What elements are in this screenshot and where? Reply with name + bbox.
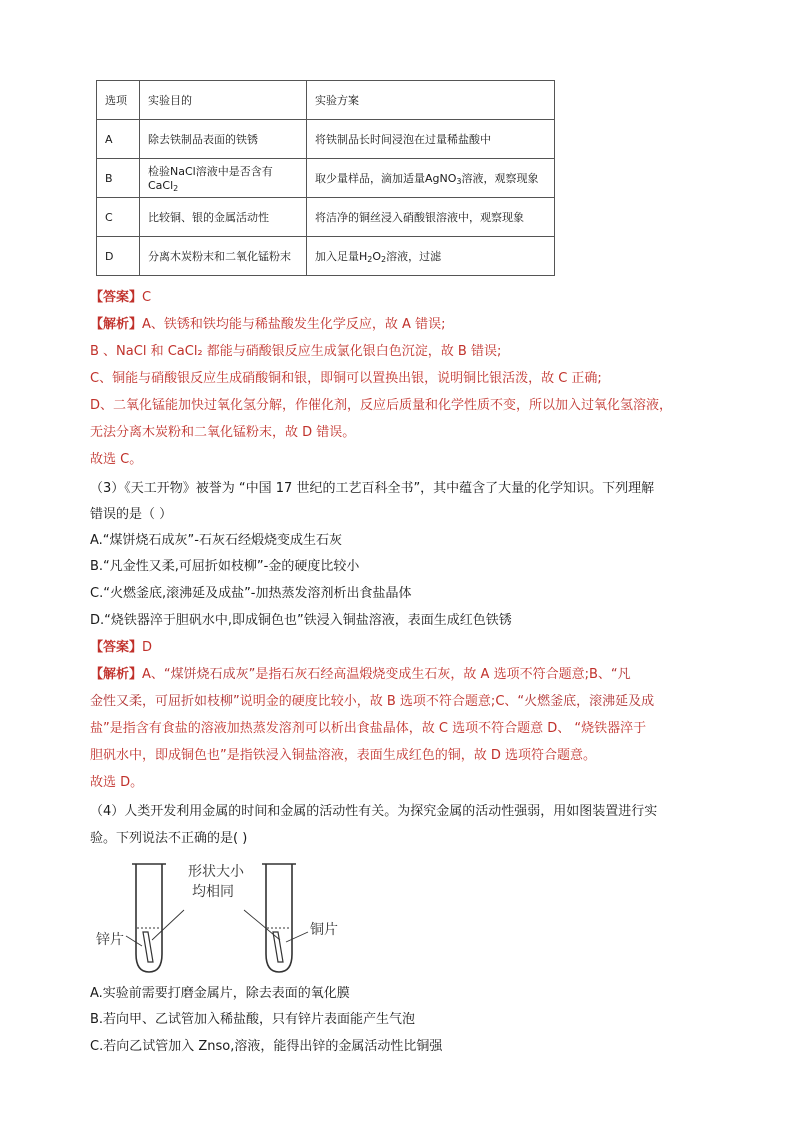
- q3-analysis-line1: [90, 666, 631, 684]
- q4-option-a: A.实验前需要打磨金属片，除去表面的氧化膜: [90, 986, 350, 1001]
- table-row: [97, 198, 555, 237]
- analysis-text: A、铁锈和铁均能与稀盐酸发生化学反应，故 A 错误;: [142, 317, 446, 332]
- formula-nacl: NaCl: [170, 165, 196, 178]
- q2-conclusion: 故选 C。: [90, 452, 143, 467]
- leader-line-zinc: [126, 936, 142, 946]
- purpose-text: 溶液中是否含有: [195, 165, 273, 178]
- analysis-quote: “火燃釜底，滚沸延及成: [517, 694, 655, 709]
- q3-conclusion: 故选 D。: [90, 775, 144, 790]
- q3-analysis-line4: 胆矾水中，即成铜色也”是指铁浸入铜盐溶液，表面生成红色的铜，故 D 选项符合题意。: [90, 748, 597, 763]
- answer-label: 【答案】: [90, 290, 143, 305]
- experiment-table: [96, 80, 555, 276]
- plan-text: 溶液，观察现象: [461, 172, 539, 185]
- header-purpose: 实验目的: [140, 81, 307, 120]
- table-header-row: [97, 81, 555, 120]
- q3-option-a: A.“煤饼烧石成灰”-石灰石经煅烧变成生石灰: [90, 533, 342, 548]
- q3-analysis-line2: [90, 693, 654, 711]
- leader-line-copper: [286, 932, 308, 942]
- label-shape-line2: 均相同: [192, 884, 234, 900]
- q2-answer: [90, 289, 151, 307]
- formula-cacl2: CaCl: [148, 179, 174, 192]
- label-shape-line1: 形状大小: [188, 864, 244, 880]
- zinc-strip-shape: [143, 932, 153, 962]
- table-row: [97, 237, 555, 276]
- row-plan: [307, 237, 555, 276]
- row-plan: 将洁净的铜丝浸入硝酸银溶液中，观察现象: [307, 198, 555, 237]
- header-option: 选项: [97, 81, 140, 120]
- header-plan: 实验方案: [307, 81, 555, 120]
- q3-answer: [90, 639, 152, 657]
- row-plan: 将铁制品长时间浸泡在过量稀盐酸中: [307, 120, 555, 159]
- subscript: 2: [381, 255, 387, 264]
- analysis-label: 【解析】: [90, 667, 143, 682]
- test-tube-left: [132, 864, 166, 972]
- analysis-quote: “煤饼烧石成灰”: [163, 667, 256, 682]
- copper-strip-shape: [273, 932, 283, 962]
- purpose-text: 检验: [148, 165, 170, 178]
- q3-stem-line2: 错误的是（ ）: [90, 507, 173, 522]
- row-option: C: [97, 198, 140, 237]
- q3-stem-line1: （3）《天工开物》被誉为 “中国 17 世纪的工艺百科全书”，其中蕴含了大量的化学知识。下列理解: [90, 481, 655, 496]
- row-plan: [307, 159, 555, 198]
- row-purpose: 分离木炭粉末和二氧化锰粉末: [140, 237, 307, 276]
- q4-stem-line2: 验。下列说法不正确的是( ): [90, 831, 248, 846]
- q2-analysis-c: C、铜能与硝酸银反应生成硝酸铜和银，即铜可以置换出银，说明铜比银活泼，故 C 正确;: [90, 371, 602, 386]
- analysis-text: A、: [142, 667, 164, 682]
- analysis-label: 【解析】: [90, 317, 143, 332]
- answer-value: C: [142, 290, 152, 305]
- plan-text: 溶液，过滤: [386, 250, 442, 263]
- test-tube-diagram: [96, 858, 356, 978]
- analysis-quote: 金性又柔，可屈折如枝柳”: [90, 694, 240, 709]
- row-purpose: 除去铁制品表面的铁锈: [140, 120, 307, 159]
- q4-stem-line1: （4）人类开发利用金属的时间和金属的活动性有关。为探究金属的活动性强弱，用如图装置进行实: [90, 804, 658, 819]
- row-option: D: [97, 237, 140, 276]
- leader-line-left: [152, 910, 184, 940]
- row-option: A: [97, 120, 140, 159]
- subscript: 2: [367, 255, 373, 264]
- analysis-quote: “凡: [610, 667, 631, 682]
- test-tube-right: [262, 864, 296, 972]
- plan-text: 取少量样品，滴加适量: [315, 172, 425, 185]
- answer-value: D: [142, 640, 153, 655]
- q2-analysis-d1: D、二氧化锰能加快过氧化氢分解，作催化剂，反应后质量和化学性质不变，所以加入过氧化氢溶液，: [90, 398, 673, 413]
- subscript: 3: [456, 177, 462, 186]
- label-copper: 铜片: [310, 922, 338, 938]
- q2-analysis-a: [90, 316, 445, 334]
- q2-analysis-d2: 无法分离木炭粉和二氧化锰粉末，故 D 错误。: [90, 425, 356, 440]
- formula-agno3: AgNO: [425, 172, 457, 185]
- row-purpose: 比较铜、银的金属活动性: [140, 198, 307, 237]
- q4-option-b: B.若向甲、乙试管加入稀盐酸，只有锌片表面能产生气泡: [90, 1012, 416, 1027]
- formula-h2o2: H: [359, 250, 368, 263]
- q3-analysis-line3: 盐”是指含有食盐的溶液加热蒸发溶剂可以析出食盐晶体，故 C 选项不符合题意 D、 “烧铁器淬于: [90, 721, 647, 736]
- leader-line-right: [244, 910, 280, 940]
- q3-option-d: D.“烧铁器淬于胆矾水中,即成铜色也”铁浸入铜盐溶液，表面生成红色铁锈: [90, 613, 512, 628]
- formula-h2o2: O: [372, 250, 382, 263]
- q3-option-c: C.“火燃釜底,滚沸延及成盐”-加热蒸发溶剂析出食盐晶体: [90, 586, 412, 601]
- q3-option-b: B.“凡金性又柔,可屈折如枝柳”-金的硬度比较小: [90, 559, 360, 574]
- plan-text: 加入足量: [315, 250, 359, 263]
- label-zinc: 锌片: [96, 932, 124, 948]
- analysis-text: 是指石灰石经高温煅烧变成生石灰，故 A 选项不符合题意;B、: [255, 667, 611, 682]
- table-row: [97, 159, 555, 198]
- analysis-text: 说明金的硬度比较小，故 B 选项不符合题意;C、: [239, 694, 518, 709]
- subscript: 2: [173, 184, 179, 193]
- answer-label: 【答案】: [90, 640, 143, 655]
- q4-option-c: C.若向乙试管加入 Znso,溶液，能得出锌的金属活动性比铜强: [90, 1039, 443, 1054]
- q2-analysis-b: B 、NaCl 和 CaCl₂ 都能与硝酸银反应生成氯化银白色沉淀，故 B 错误;: [90, 344, 502, 359]
- row-purpose: [140, 159, 307, 198]
- row-option: B: [97, 159, 140, 198]
- table-row: [97, 120, 555, 159]
